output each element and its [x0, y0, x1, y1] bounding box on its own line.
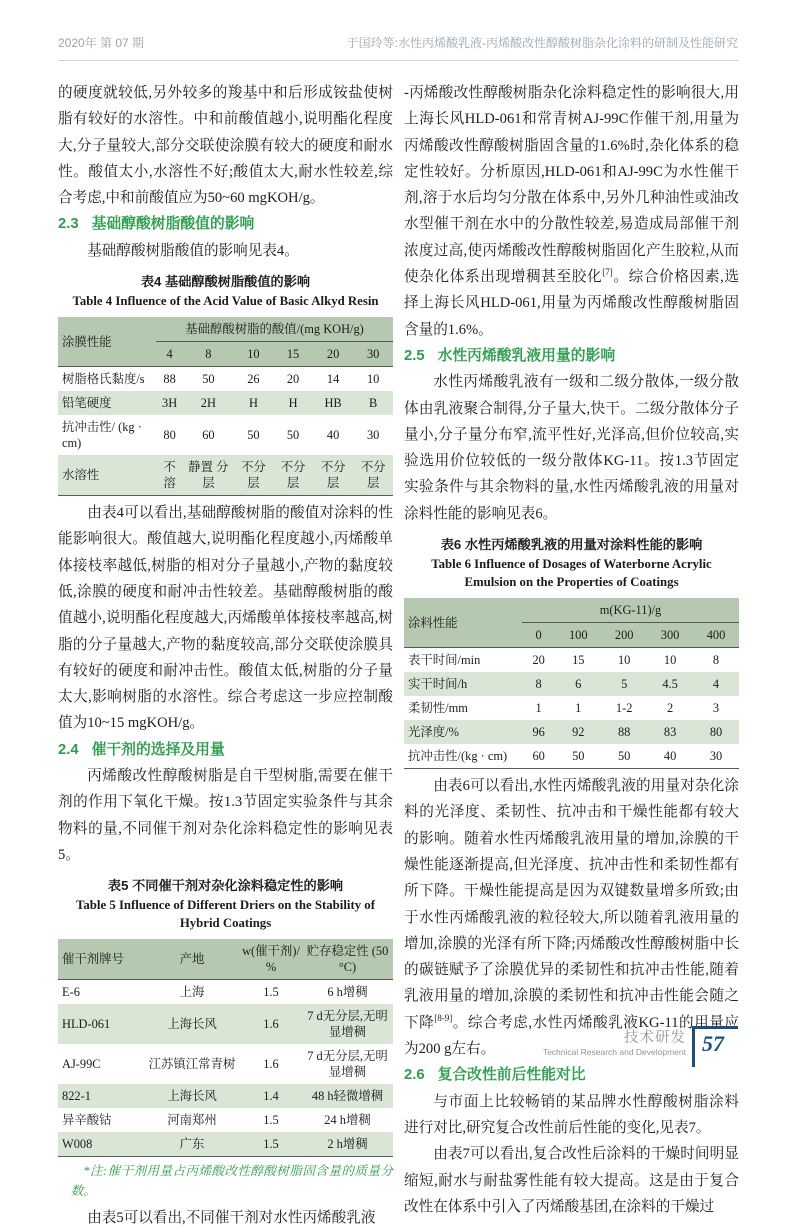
row-label: 抗冲击性/ (kg · cm): [62, 420, 142, 451]
table-4-caption-en: Table 4 Influence of the Acid Value of Basic Alkyd Resin: [72, 294, 379, 309]
cell: 静置 分层: [183, 455, 233, 496]
section-heading-2-5: [404, 343, 739, 369]
cell: 15: [572, 653, 585, 668]
paragraph-text: 。综合价格因素,选择上海长风HLD-061,用量为丙烯酸改性醇酸树脂固含量的1.6%。: [404, 269, 739, 338]
cell: H: [273, 391, 313, 415]
cell: 10: [366, 372, 380, 387]
cell: 83: [647, 720, 693, 744]
cell: 24 h增稠: [324, 1113, 371, 1128]
running-title: 于国玲等:水性丙烯酸乳液-丙烯酸改性醇酸树脂杂化涂料的研制及性能研究: [346, 36, 738, 50]
section-heading-2-3: [58, 211, 393, 237]
cell: 1.5: [240, 1132, 302, 1157]
cell: 822-1: [58, 1084, 144, 1108]
paragraph-text: 由表6可以看出,水性丙烯酸乳液的用量对杂化涂料的光泽度、柔韧性、抗冲击和干燥性能都有较大的影响。随着水性丙烯酸乳液用量的增加,涂膜的干燥性能逐渐提高,但光泽度、抗冲击性和柔韧性都有所下降。干燥性能提高是因为双键数量增多所致;由于水性丙烯酸乳液的粒径较大,所以随着乳液用量的增加,涂膜的光泽有所下降;丙烯酸改性醇酸树脂中长的碳链赋予了涂膜优异的柔韧性和抗冲击性能,随着乳液用量的增加,涂膜的柔韧性和抗冲击性能会随之下降: [404, 778, 739, 1031]
table-6-sub-header: 0: [522, 623, 555, 648]
cell: H: [234, 391, 274, 415]
section-number: 2.4: [58, 741, 79, 758]
table-5-caption-zh: 表5 不同催干剂对杂化涂料稳定性的影响: [107, 878, 344, 894]
body-paragraph: 水性丙烯酸乳液有一级和二级分散体,一级分散体由乳液聚合制得,分子量大,快干。二级分散体分子量小,分子量分布窄,流平性好,光泽高,但价位较高,实验选用价位较低的一级分散体KG-11。按1.3节固定实验条件与其余物料的量,水性丙烯酸乳液的用量对涂料性能的影响见表6。: [404, 374, 739, 522]
cell: 1: [535, 701, 542, 716]
table-4-caption-zh: 表4 基础醇酸树脂酸值的影响: [140, 274, 311, 290]
row-label: 光泽度/%: [404, 720, 522, 744]
issue-label: 2020年 第 07 期: [58, 36, 145, 50]
table-row: [58, 1132, 393, 1157]
cell: 异辛酸钴: [62, 1113, 112, 1128]
cell: 1: [575, 701, 582, 716]
table-6-sub-header: 400: [693, 623, 739, 648]
body-paragraph: 由表5可以看出,不同催干剂对水性丙烯酸乳液: [87, 1210, 376, 1227]
body-paragraph: 丙烯酸改性醇酸树脂是自干型树脂,需要在催干剂的作用下氧化干燥。按1.3节固定实验条件与其余物料的量,不同催干剂对杂化涂料稳定性的影响见表5。: [58, 768, 393, 863]
section-title: 基础醇酸树脂酸值的影响: [91, 216, 255, 233]
section-number: 2.6: [404, 1067, 425, 1084]
table-row: [58, 415, 393, 455]
table-4-sub-header: 30: [353, 342, 393, 367]
cell: 30: [709, 749, 723, 764]
table-row: [58, 1004, 393, 1044]
left-column: [58, 80, 393, 1232]
table-6-caption-en: Table 6 Influence of Dosages of Waterborne Acrylic Emulsion on the Properties of Coatings: [431, 557, 712, 590]
cell: 河南郑州: [167, 1113, 217, 1128]
table-row: [58, 1084, 393, 1108]
paragraph-text: -丙烯酸改性醇酸树脂杂化涂料稳定性的影响很大,用上海长风HLD-061和常青树AJ-99C作催干剂,用量为丙烯酸改性醇酸树脂固含量的1.6%时,杂化体系的稳定性较好。分析原因,HLD-061和AJ-99C为水性催干剂,溶于水后均匀分散在体系中,另外几种油性或油改水型催干剂在水中的分散性较差,易造成局部催干剂浓度过高,使丙烯酸改性醇酸树脂固化产生胶粒,从而使杂化体系出现增稠甚至胶化: [404, 85, 739, 286]
cell: 上海长风: [144, 1004, 240, 1044]
table-4-sub-header: 20: [313, 342, 353, 367]
section-heading-2-4: [58, 737, 393, 763]
page-header: [58, 34, 738, 61]
cell: 50: [617, 749, 631, 764]
cell: 96: [522, 720, 555, 744]
section-title: 复合改性前后性能对比: [437, 1067, 586, 1084]
table-4-sub-header: 8: [183, 342, 233, 367]
cell: 不分 层: [273, 455, 313, 496]
table-row: [58, 1044, 393, 1084]
cell: 80: [693, 720, 739, 744]
table-row: [404, 720, 739, 744]
cell: 10: [617, 653, 631, 668]
cell: 2H: [183, 391, 233, 415]
cell: 1-2: [615, 701, 633, 716]
cell: 40: [326, 428, 340, 443]
cell: 50: [202, 372, 215, 387]
cell: 7 d无分层,无明显增稠: [307, 1049, 388, 1080]
cell: AJ-99C: [62, 1057, 101, 1072]
table-row: [404, 672, 739, 696]
table-6-group-header: m(KG-11)/g: [522, 598, 739, 623]
table-6: [404, 598, 739, 769]
body-paragraph: 由表7可以看出,复合改性后涂料的干燥时间明显缩短,耐水与耐盐雾性能有较大提高。这是由于复合改性在体系中引入了丙烯酸基团,在涂料的干燥过: [404, 1146, 739, 1215]
citation-ref: [8-9]: [434, 1012, 453, 1023]
table-4-sub-header: 15: [273, 342, 313, 367]
table-4: [58, 317, 393, 496]
cell: 8: [712, 653, 720, 668]
row-label: 树脂格氏黏度/s: [62, 372, 145, 387]
row-label: 水溶性: [58, 455, 156, 496]
cell: 92: [555, 720, 601, 744]
cell: 40: [663, 749, 677, 764]
cell: E-6: [62, 985, 80, 1000]
cell: B: [353, 391, 393, 415]
table-4-col-header: 涂膜性能: [58, 317, 156, 367]
table-5-caption-en: Table 5 Influence of Different Driers on the Stability of Hybrid Coatings: [76, 898, 375, 931]
table-row: [58, 1108, 393, 1132]
cell: 5: [601, 672, 647, 696]
section-title: 催干剂的选择及用量: [91, 741, 225, 758]
body-paragraph: 的硬度就较低,另外较多的羧基中和后形成铵盐使树脂有较好的水溶性。中和前酸值越小,说明酯化程度大,分子量较大,部分交联使涂膜有较大的硬度和耐水性。酸值太小,水溶性不好;酸值太大,耐水性较差,综合考虑,中和前酸值应为50~60 mgKOH/g。: [58, 85, 393, 207]
table-6-sub-header: 300: [647, 623, 693, 648]
table-5-header: 产地: [144, 939, 240, 980]
cell: 20: [286, 372, 300, 387]
cell: 不溶: [156, 455, 183, 496]
cell: 8: [522, 672, 555, 696]
cell: 2: [666, 701, 674, 716]
cell: 3: [712, 701, 720, 716]
citation-ref: [7]: [602, 267, 613, 278]
table-5-header: 贮存稳定性 (50 °C): [302, 939, 393, 980]
page-footer: [543, 1026, 738, 1067]
table-6-sub-header: 200: [601, 623, 647, 648]
row-label: 抗冲击性/(kg · cm): [408, 749, 508, 764]
table-5: [58, 939, 393, 1157]
table-6-col-header: 涂料性能: [404, 598, 522, 648]
cell: 7 d无分层,无明显增稠: [302, 1004, 393, 1044]
table-4-sub-header: 10: [234, 342, 274, 367]
table-5-header: w(催干剂)/ %: [240, 939, 302, 980]
cell: 1.4: [240, 1084, 302, 1108]
cell: 上海长风: [144, 1084, 240, 1108]
cell: 不分 层: [353, 455, 393, 496]
body-paragraph: 由表4可以看出,基础醇酸树脂的酸值对涂料的性能影响很大。酸值越大,说明酯化程度越小,丙烯酸单体接枝率越低,树脂的相对分子量越小,产物的黏度较低,涂膜的硬度和耐冲击性较差。基础醇酸树脂的酸值越小,说明酯化程度越大,丙烯酸单体接枝率越高,树脂的分子量越大,产物的黏度较高,部分交联使涂膜具有较好的硬度和耐冲击性。酸值太低,树脂的分子量太大,影响树脂的水溶性。综合考虑这一步应控制酸值为10~15 mgKOH/g。: [58, 505, 393, 732]
body-paragraph: [404, 80, 739, 343]
page-number: 57: [692, 1026, 738, 1067]
cell: 50: [572, 749, 585, 764]
table-row: [404, 648, 739, 673]
row-label: 柔韧性/mm: [408, 701, 468, 716]
cell: W008: [58, 1132, 144, 1157]
section-number: 2.3: [58, 216, 79, 233]
cell: 1.5: [263, 985, 279, 1000]
cell: 1.6: [263, 1057, 279, 1072]
row-label: 铅笔硬度: [58, 391, 156, 415]
table-row: [404, 696, 739, 720]
section-title: 水性丙烯酸乳液用量的影响: [437, 347, 616, 364]
body-paragraph: 基础醇酸树脂酸值的影响见表4。: [87, 242, 299, 259]
cell: 20: [532, 653, 545, 668]
table-row: [58, 980, 393, 1005]
row-label: 实干时间/h: [404, 672, 522, 696]
cell: 48 h轻微增稠: [302, 1084, 393, 1108]
cell: 10: [663, 653, 677, 668]
cell: 30: [366, 428, 380, 443]
cell: 88: [601, 720, 647, 744]
footer-section: [543, 1026, 686, 1058]
footer-section-en: Technical Research and Development: [542, 1047, 686, 1057]
cell: 3H: [156, 391, 183, 415]
row-label: 表干时间/min: [408, 653, 481, 668]
body-paragraph: [404, 773, 739, 1062]
table-6-caption-zh: 表6 水性丙烯酸乳液的用量对涂料性能的影响: [440, 537, 703, 553]
cell: 60: [202, 428, 215, 443]
cell: HLD-061: [58, 1004, 144, 1044]
cell: 80: [163, 428, 176, 443]
paragraph-text: 。综合考虑,水性丙烯酸乳液KG-11的用量应为200 g左右。: [404, 1014, 739, 1058]
table-5-note: *注:催干剂用量占丙烯酸改性醇酸树脂固含量的质量分数。: [70, 1164, 393, 1199]
cell: 6: [555, 672, 601, 696]
cell: 江苏镇江常青树: [148, 1057, 236, 1072]
table-5-header: 催干剂牌号: [58, 939, 144, 980]
cell: 不分 层: [313, 455, 353, 496]
cell: 26: [247, 372, 260, 387]
table-4-sub-header: 4: [156, 342, 183, 367]
cell: 14: [326, 372, 340, 387]
cell: 1.6: [240, 1004, 302, 1044]
table-row: [58, 367, 393, 392]
cell: 6 h增稠: [327, 985, 368, 1000]
cell: 广东: [144, 1132, 240, 1157]
cell: 4: [693, 672, 739, 696]
cell: 50: [247, 428, 260, 443]
section-number: 2.5: [404, 347, 425, 364]
cell: 不分 层: [234, 455, 274, 496]
table-row: [58, 391, 393, 415]
footer-section-zh: 技术研发: [624, 1030, 686, 1046]
cell: 上海: [179, 985, 205, 1000]
table-row: [404, 744, 739, 769]
table-4-group-header: 基础醇酸树脂的酸值/(mg KOH/g): [156, 317, 393, 342]
cell: HB: [313, 391, 353, 415]
cell: 2 h增稠: [302, 1132, 393, 1157]
cell: 60: [532, 749, 545, 764]
table-row: [58, 455, 393, 496]
cell: 50: [286, 428, 300, 443]
table-6-sub-header: 100: [555, 623, 601, 648]
cell: 1.5: [263, 1113, 279, 1128]
cell: 4.5: [647, 672, 693, 696]
cell: 88: [163, 372, 176, 387]
body-paragraph: 与市面上比较畅销的某品牌水性醇酸树脂涂料进行对比,研究复合改性前后性能的变化,见表7。: [404, 1093, 739, 1136]
